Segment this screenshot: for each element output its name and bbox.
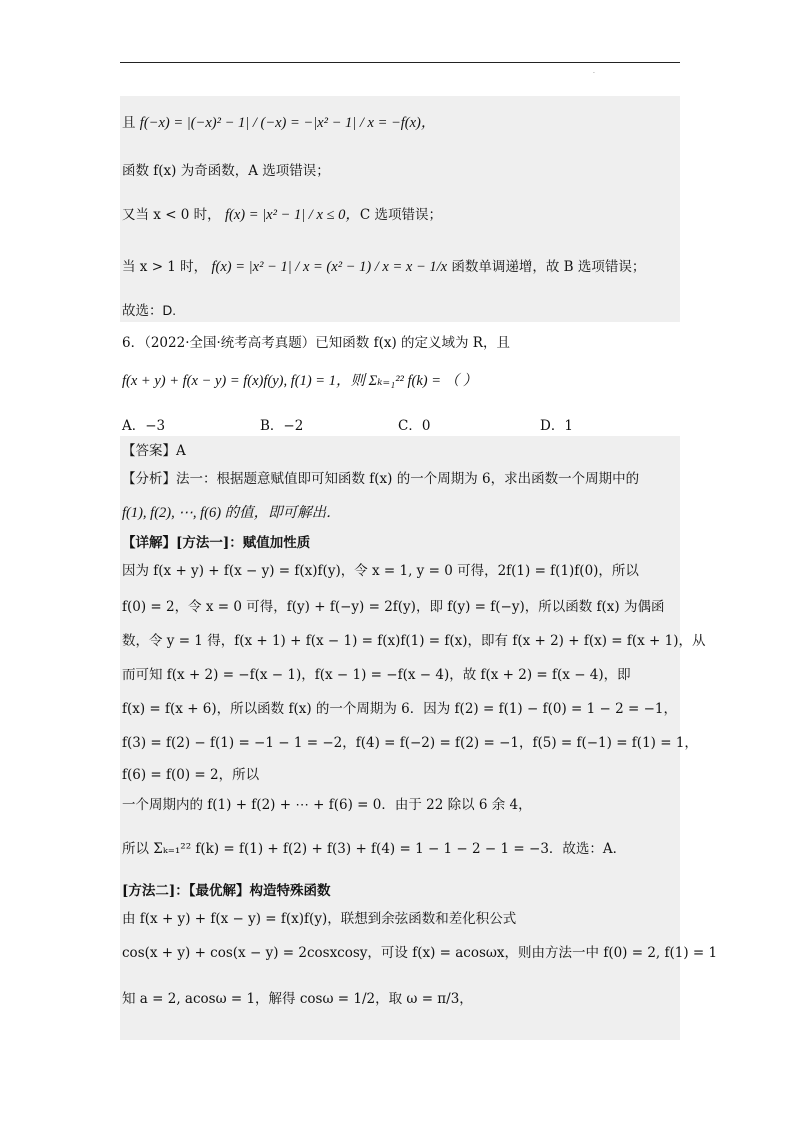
prev-line-5: 故选：D. [122,303,176,318]
detail-line-3: 数，令 y = 1 得，f(x + 1) + f(x − 1) = f(x)f(1) = f(x)，即有 f(x + 2) + f(x) = f(x + 1)，从 [122,633,706,649]
prev-line-1: 且 f(−x) = |(−x)² − 1| / (−x) = −|x² − 1| / x = −f(x)， [122,115,436,131]
header-dot: · [593,70,595,77]
detail-line-2: f(0) = 2，令 x = 0 可得，f(y) + f(−y) = 2f(y)，即 f(y) = f(−y)，所以函数 f(x) 为偶函 [122,599,665,615]
header-rule [120,62,680,63]
detail-line-5: f(x) = f(x + 6)，所以函数 f(x) 的一个周期为 6．因为 f(2) = f(1) − f(0) = 1 − 2 = −1， [122,701,677,717]
method2-line-3: 知 a = 2, acosω = 1，解得 cosω = 1/2，取 ω = π/3， [122,991,473,1007]
option-a: A．−3 [122,418,166,434]
detail-line-1: 因为 f(x + y) + f(x − y) = f(x)f(y)，令 x = 1, y = 0 可得，2f(1) = f(1)f(0)，所以 [122,563,639,579]
analysis-line-2: f(1), f(2), ⋯, f(6) 的值，即可解出． [122,505,341,521]
method2-heading: [方法二]：【最优解】构造特殊函数 [122,883,331,899]
question-stem: 6．（2022·全国·统考高考真题）已知函数 f(x) 的定义域为 R，且 [122,335,510,351]
detail-line-8: 一个周期内的 f(1) + f(2) + ⋯ + f(6) = 0．由于 22 除以 6 余 4， [122,797,532,813]
method2-line-1: 由 f(x + y) + f(x − y) = f(x)f(y)，联想到余弦函数和差化积公式 [122,911,517,927]
prev-line-3: 又当 x < 0 时， f(x) = |x² − 1| / x ≤ 0，C 选项错误； [122,207,442,223]
detail-heading: 【详解】[方法一]：赋值加性质 [122,535,311,551]
detail-line-7: f(6) = f(0) = 2，所以 [122,767,260,783]
option-b: B．−2 [260,418,304,434]
detail-line-9: 所以 Σₖ₌₁²² f(k) = f(1) + f(2) + f(3) + f(4) = 1 − 1 − 2 − 1 = −3．故选：A． [122,841,627,857]
prev-line-4: 当 x > 1 时， f(x) = |x² − 1| / x = (x² − 1) / x = x − 1/x 函数单调递增，故 B 选项错误； [122,259,646,275]
analysis-line-1: 【分析】法一：根据题意赋值即可知函数 f(x) 的一个周期为 6，求出函数一个周期中的 [122,471,640,487]
option-c: C．0 [398,418,431,434]
question-condition: f(x + y) + f(x − y) = f(x)f(y), f(1) = 1，则 Σₖ₌₁²² f(k) = （ ） [122,373,478,389]
method2-line-2: cos(x + y) + cos(x − y) = 2cosxcosy，可设 f(x) = acosωx，则由方法一中 f(0) = 2, f(1) = 1 [122,945,718,961]
option-d: D．1 [540,418,573,434]
detail-line-6: f(3) = f(2) − f(1) = −1 − 1 = −2，f(4) = f(−2) = f(2) = −1，f(5) = f(−1) = f(1) = 1， [122,735,698,751]
detail-line-4: 而可知 f(x + 2) = −f(x − 1)，f(x − 1) = −f(x − 4)，故 f(x + 2) = f(x − 4)，即 [122,667,631,683]
answer-line: 【答案】A [122,443,186,459]
prev-line-2: 函数 f(x) 为奇函数，A 选项错误； [122,163,330,179]
